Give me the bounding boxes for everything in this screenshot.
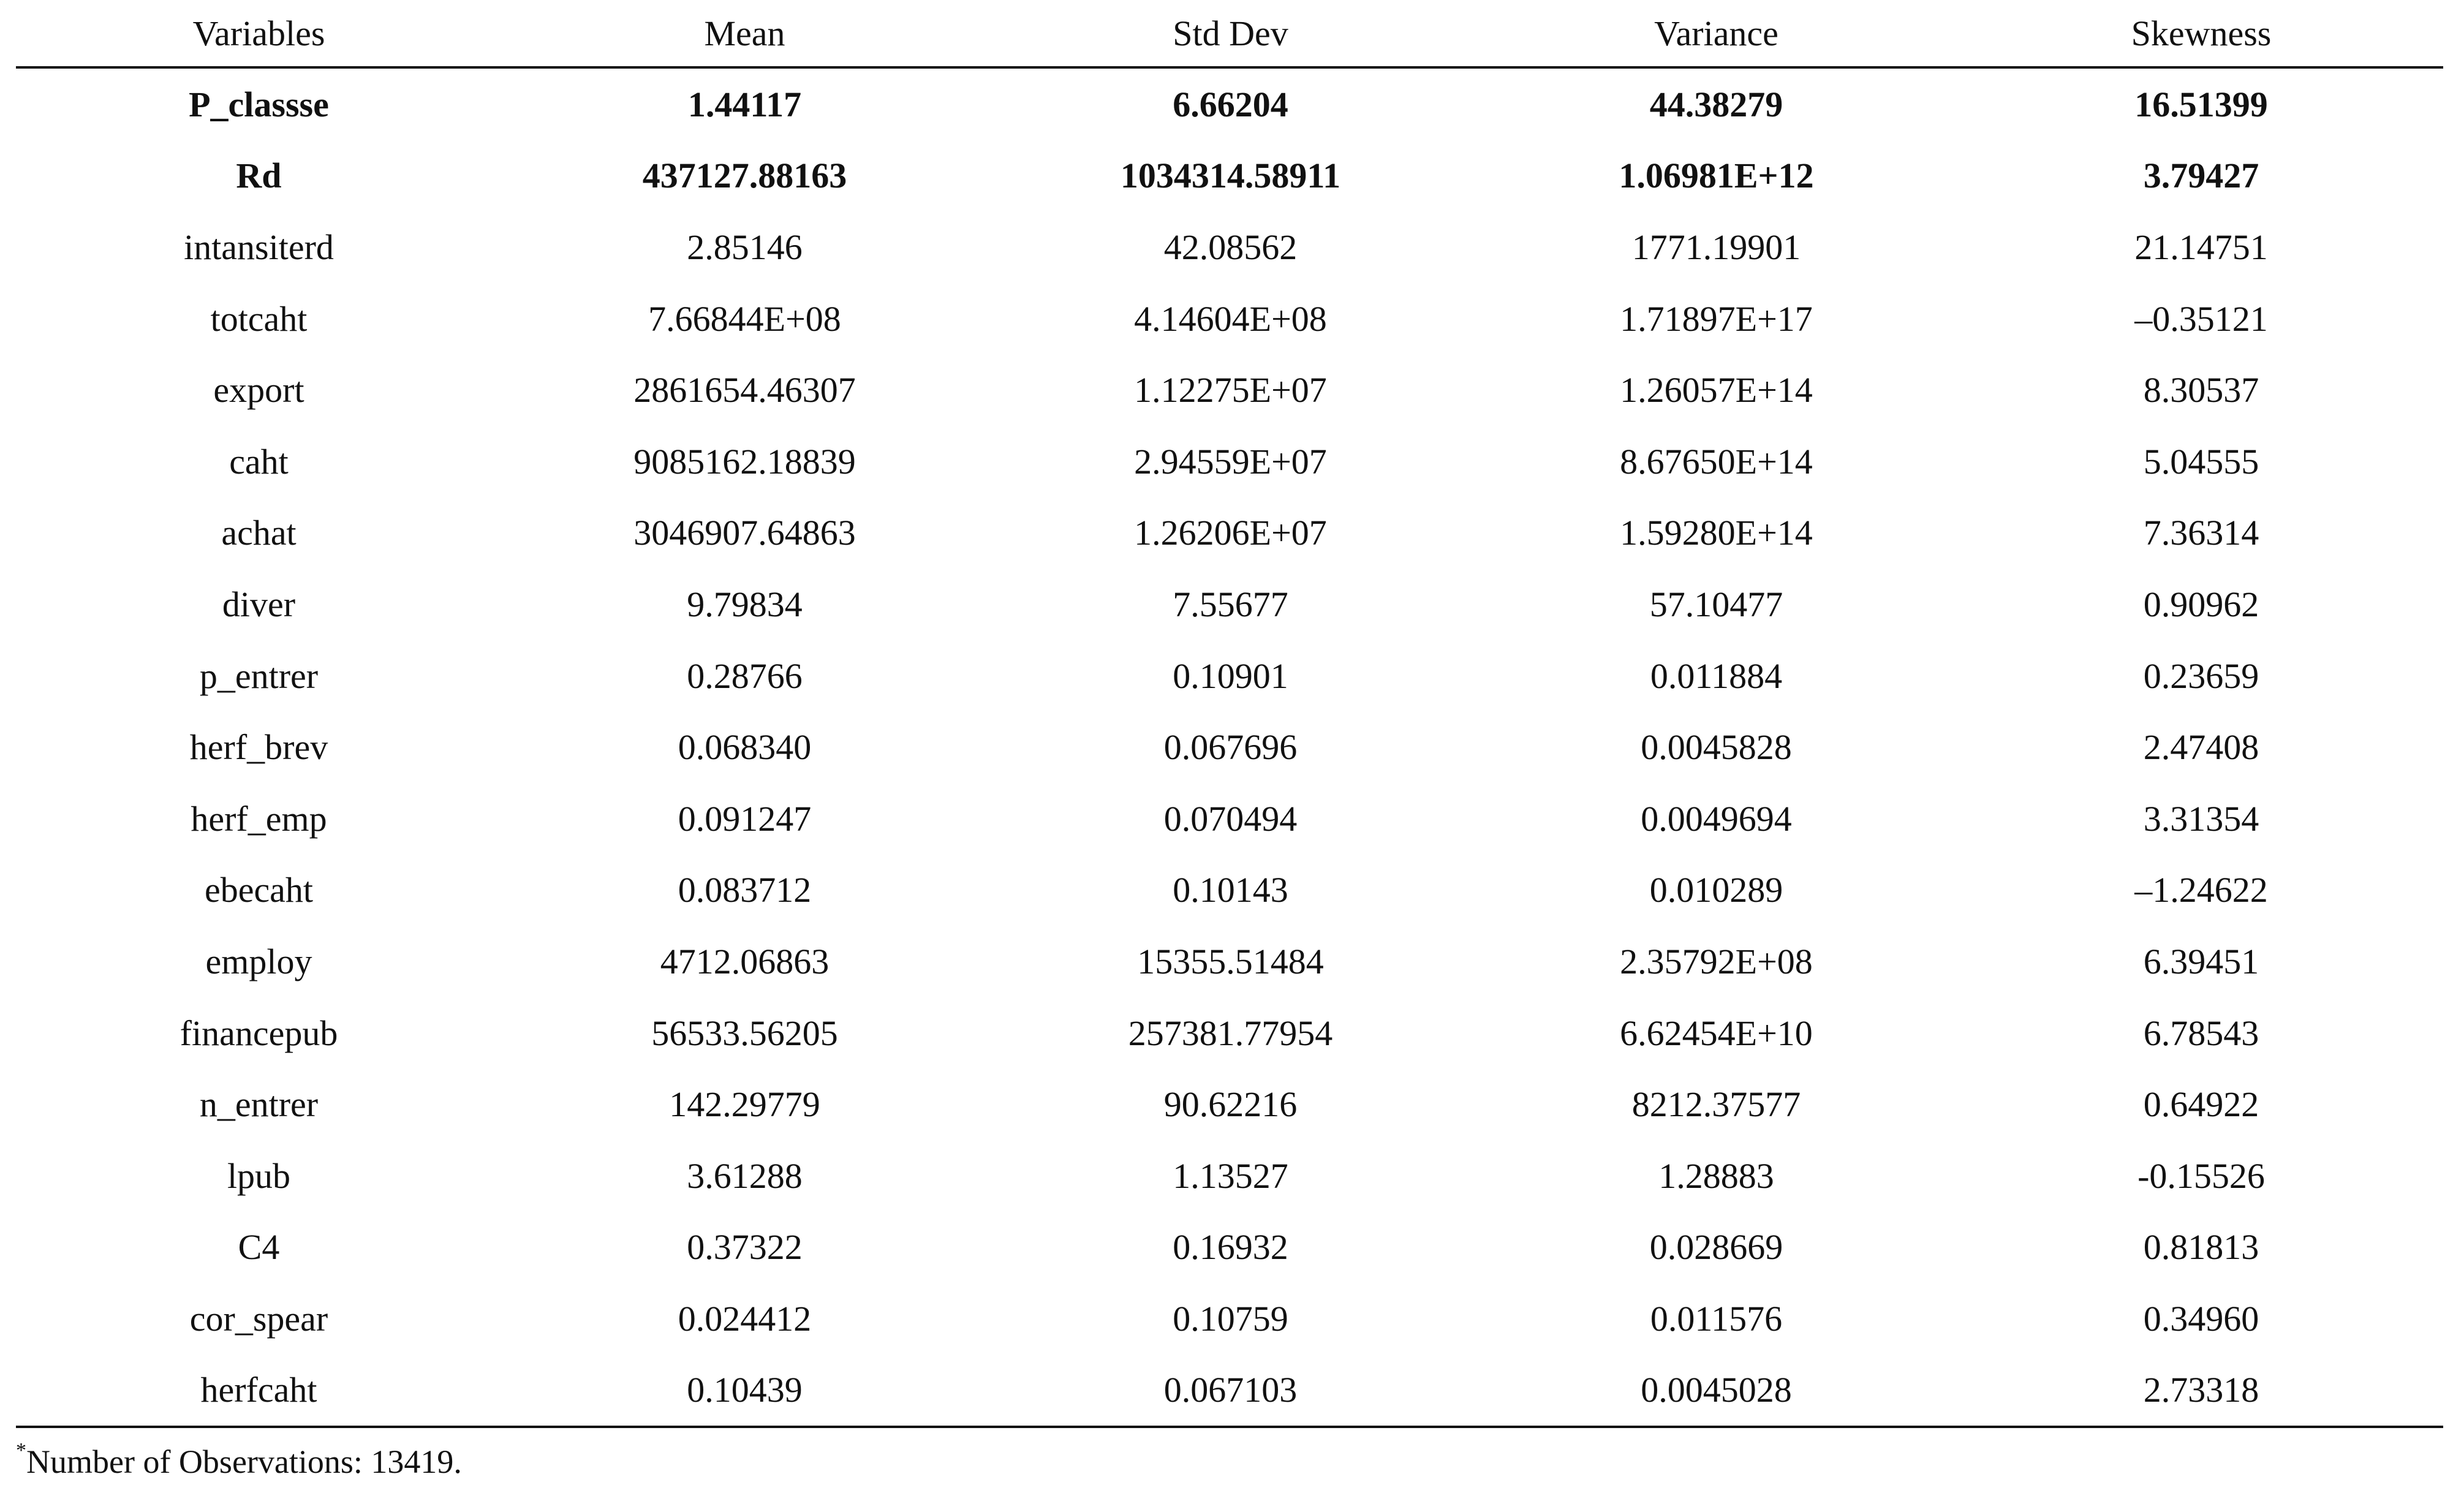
cell-variance: 1.59280E+14	[1620, 513, 1813, 553]
cell-std-dev: 0.10143	[1173, 870, 1288, 910]
cell-variable: C4	[238, 1227, 280, 1268]
cell-mean: 0.083712	[678, 870, 812, 910]
cell-std-dev: 90.62216	[1163, 1084, 1298, 1125]
cell-mean: 3.61288	[687, 1155, 803, 1196]
header-skewness: Skewness	[1959, 0, 2443, 67]
cell-skewness: –0.35121	[2134, 298, 2268, 339]
cell-variance: 44.38279	[1649, 84, 1783, 124]
cell-variable: herf_brev	[189, 727, 328, 768]
footnote-text: Number of Observations: 13419.	[26, 1443, 462, 1480]
cell-std-dev: 0.067696	[1163, 727, 1298, 768]
cell-std-dev: 0.10759	[1173, 1298, 1288, 1339]
cell-std-dev: 0.10901	[1173, 656, 1288, 696]
cell-std-dev: 1.26206E+07	[1134, 513, 1327, 553]
cell-mean: 437127.88163	[642, 156, 847, 196]
cell-variable: export	[213, 370, 304, 410]
cell-mean: 1.44117	[687, 84, 802, 124]
cell-variance: 0.010289	[1649, 870, 1783, 910]
descriptive-statistics-table	[16, 0, 2443, 1428]
cell-variable: employ	[205, 941, 312, 981]
cell-skewness: 0.90962	[2143, 584, 2259, 624]
cell-skewness: 21.14751	[2134, 227, 2268, 267]
descriptive-statistics-table-container	[16, 0, 2443, 1428]
cell-variance: 57.10477	[1649, 584, 1783, 624]
cell-variance: 0.0045028	[1473, 1355, 1959, 1427]
table-row	[16, 926, 2443, 997]
table-row	[16, 1212, 2443, 1283]
cell-variance: 6.62454E+10	[1620, 1013, 1813, 1053]
cell-variable: achat	[221, 513, 297, 553]
table-row	[16, 140, 2443, 212]
cell-skewness: 0.81813	[2143, 1227, 2259, 1268]
table-row	[16, 67, 2443, 140]
cell-mean: 3046907.64863	[633, 513, 856, 553]
cell-variable: diver	[222, 584, 296, 624]
cell-skewness: 0.64922	[2143, 1084, 2259, 1125]
cell-skewness: 7.36314	[2143, 513, 2259, 553]
table-footnote	[16, 1439, 462, 1481]
cell-skewness: 5.04555	[2143, 441, 2259, 482]
header-std-dev: Std Dev	[988, 0, 1473, 67]
cell-mean: 9085162.18839	[633, 441, 856, 482]
table-row	[16, 354, 2443, 426]
cell-skewness: 3.31354	[2143, 798, 2259, 839]
cell-std-dev: 1.13527	[1173, 1155, 1288, 1196]
cell-variable: cor_spear	[189, 1298, 328, 1339]
cell-variance: 8.67650E+14	[1620, 441, 1813, 482]
cell-variable: ebecaht	[204, 870, 314, 910]
table-row	[16, 1068, 2443, 1140]
cell-std-dev: 0.067103	[988, 1355, 1473, 1427]
cell-mean: 0.10439	[502, 1355, 988, 1427]
cell-variable: herf_emp	[191, 798, 327, 839]
cell-variable: financepub	[180, 1013, 338, 1053]
cell-variance: 1.28883	[1658, 1155, 1774, 1196]
cell-variable: Rd	[236, 156, 282, 196]
cell-variable: caht	[229, 441, 289, 482]
cell-skewness: 16.51399	[2134, 84, 2268, 124]
cell-mean: 142.29779	[669, 1084, 820, 1125]
cell-variable: n_entrer	[199, 1084, 319, 1125]
cell-mean: 0.37322	[687, 1227, 803, 1268]
cell-variable: P_classse	[189, 84, 329, 124]
table-row	[16, 1355, 2443, 1427]
cell-variable: totcaht	[210, 298, 308, 339]
table-row	[16, 711, 2443, 783]
table-row	[16, 1140, 2443, 1212]
cell-mean: 0.28766	[687, 656, 803, 696]
table-row	[16, 855, 2443, 926]
cell-variance: 0.0045828	[1641, 727, 1792, 768]
cell-std-dev: 7.55677	[1173, 584, 1288, 624]
cell-std-dev: 257381.77954	[1128, 1013, 1333, 1053]
cell-mean: 2861654.46307	[633, 370, 856, 410]
table-row	[16, 211, 2443, 283]
cell-skewness: –1.24622	[2134, 870, 2268, 910]
header-variance: Variance	[1473, 0, 1959, 67]
table-row	[16, 569, 2443, 640]
header-mean: Mean	[502, 0, 988, 67]
cell-mean: 7.66844E+08	[648, 298, 841, 339]
cell-skewness: 0.23659	[2143, 656, 2259, 696]
cell-skewness: -0.15526	[2137, 1155, 2265, 1196]
cell-variance: 1771.19901	[1631, 227, 1801, 267]
cell-skewness: 6.39451	[2143, 941, 2259, 981]
cell-mean: 0.091247	[678, 798, 812, 839]
table-body	[16, 67, 2443, 1427]
cell-variance: 1.06981E+12	[1619, 156, 1814, 196]
table-row	[16, 283, 2443, 355]
table-row	[16, 1283, 2443, 1355]
cell-mean: 4712.06863	[660, 941, 830, 981]
cell-mean: 2.85146	[687, 227, 803, 267]
cell-std-dev: 0.16932	[1173, 1227, 1288, 1268]
cell-std-dev: 42.08562	[1163, 227, 1298, 267]
cell-skewness: 6.78543	[2143, 1013, 2259, 1053]
cell-mean: 56533.56205	[651, 1013, 838, 1053]
cell-std-dev: 1.12275E+07	[1134, 370, 1327, 410]
cell-variance: 2.35792E+08	[1620, 941, 1813, 981]
cell-skewness: 2.47408	[2143, 727, 2259, 768]
cell-variance: 1.71897E+17	[1620, 298, 1813, 339]
cell-variable: intansiterd	[184, 227, 334, 267]
table-row	[16, 997, 2443, 1069]
cell-variance: 0.011884	[1650, 656, 1783, 696]
cell-skewness: 8.30537	[2143, 370, 2259, 410]
cell-variance: 0.0049694	[1641, 798, 1792, 839]
cell-std-dev: 0.070494	[1163, 798, 1298, 839]
cell-variable: lpub	[227, 1155, 291, 1196]
footnote-marker: *	[16, 1439, 26, 1462]
cell-variable: p_entrer	[199, 656, 319, 696]
header-variables: Variables	[16, 0, 502, 67]
cell-std-dev: 15355.51484	[1137, 941, 1324, 981]
cell-variance: 1.26057E+14	[1620, 370, 1813, 410]
table-row	[16, 426, 2443, 497]
cell-variable: herfcaht	[16, 1355, 502, 1427]
cell-skewness: 3.79427	[2143, 156, 2259, 196]
cell-variance: 8212.37577	[1631, 1084, 1801, 1125]
cell-std-dev: 1034314.58911	[1120, 156, 1341, 196]
cell-std-dev: 6.66204	[1173, 84, 1288, 124]
cell-mean: 0.024412	[678, 1298, 812, 1339]
cell-std-dev: 4.14604E+08	[1134, 298, 1327, 339]
cell-mean: 0.068340	[678, 727, 812, 768]
table-row	[16, 783, 2443, 855]
cell-skewness: 0.34960	[2143, 1298, 2259, 1339]
cell-variance: 0.028669	[1649, 1227, 1783, 1268]
table-row	[16, 640, 2443, 712]
table-header-row	[16, 0, 2443, 67]
cell-mean: 9.79834	[687, 584, 803, 624]
cell-skewness: 2.73318	[1959, 1355, 2443, 1427]
cell-std-dev: 2.94559E+07	[1134, 441, 1327, 482]
table-row	[16, 497, 2443, 569]
cell-variance: 0.011576	[1650, 1298, 1783, 1339]
